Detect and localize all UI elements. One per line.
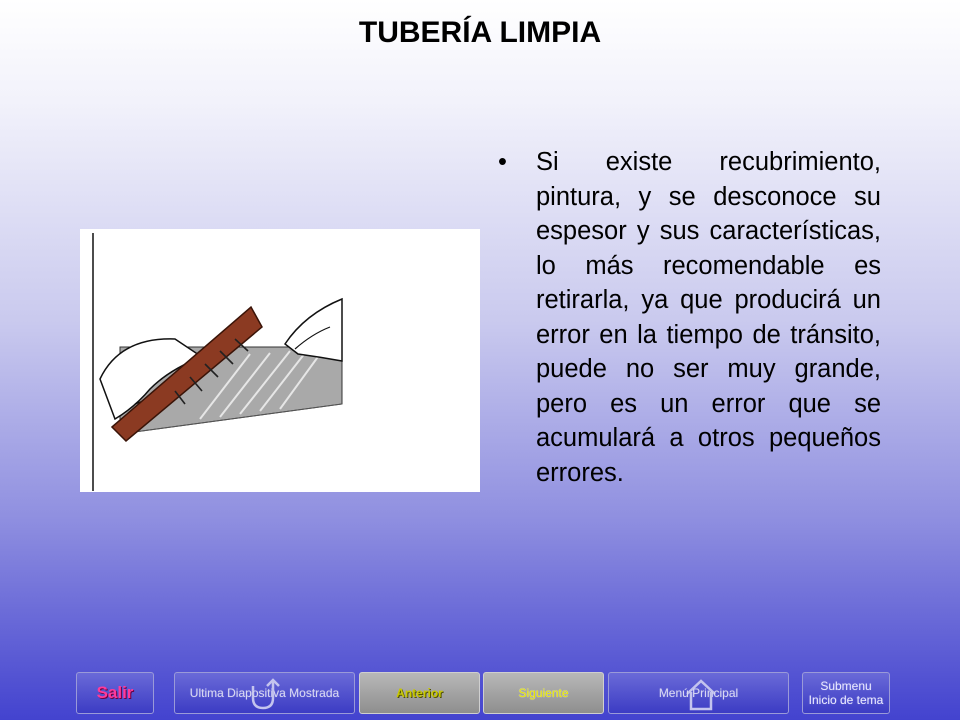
slide-title: TUBERÍA LIMPIA: [358, 16, 602, 49]
submenu-label-line1: Submenu: [820, 679, 872, 693]
bullet-item: [498, 145, 881, 490]
siguiente-button[interactable]: [483, 672, 604, 714]
wire-brush-pipe-drawing: [80, 229, 480, 492]
anterior-button[interactable]: [359, 672, 480, 714]
anterior-label: Anterior: [396, 686, 443, 700]
bullet-text: Si existe recubrimiento, pintura, y se desconoce su espesor y sus características, lo más recomendable es retirarla, ya que producirá un error en la tiempo de tránsito, puede no ser muy grande, pero es un error que se acumulará a otros pequeños errores.: [536, 148, 881, 487]
salir-label: Salir: [96, 683, 134, 702]
submenu-label-line2: Inicio de tema: [808, 693, 884, 707]
slide-body: [498, 145, 881, 490]
menu-principal-button[interactable]: [608, 672, 789, 714]
ultima-diapositiva-button[interactable]: [174, 672, 355, 714]
bullet-dot-icon: •: [498, 148, 507, 176]
ultima-label: Ultima Diapositiva Mostrada: [189, 686, 340, 700]
menu-label: Menú Principal: [658, 686, 739, 700]
submenu-button[interactable]: [802, 672, 890, 714]
brush-cleaning-illustration: [80, 229, 480, 492]
salir-button[interactable]: [76, 672, 154, 714]
siguiente-label: Siguiente: [518, 686, 569, 700]
